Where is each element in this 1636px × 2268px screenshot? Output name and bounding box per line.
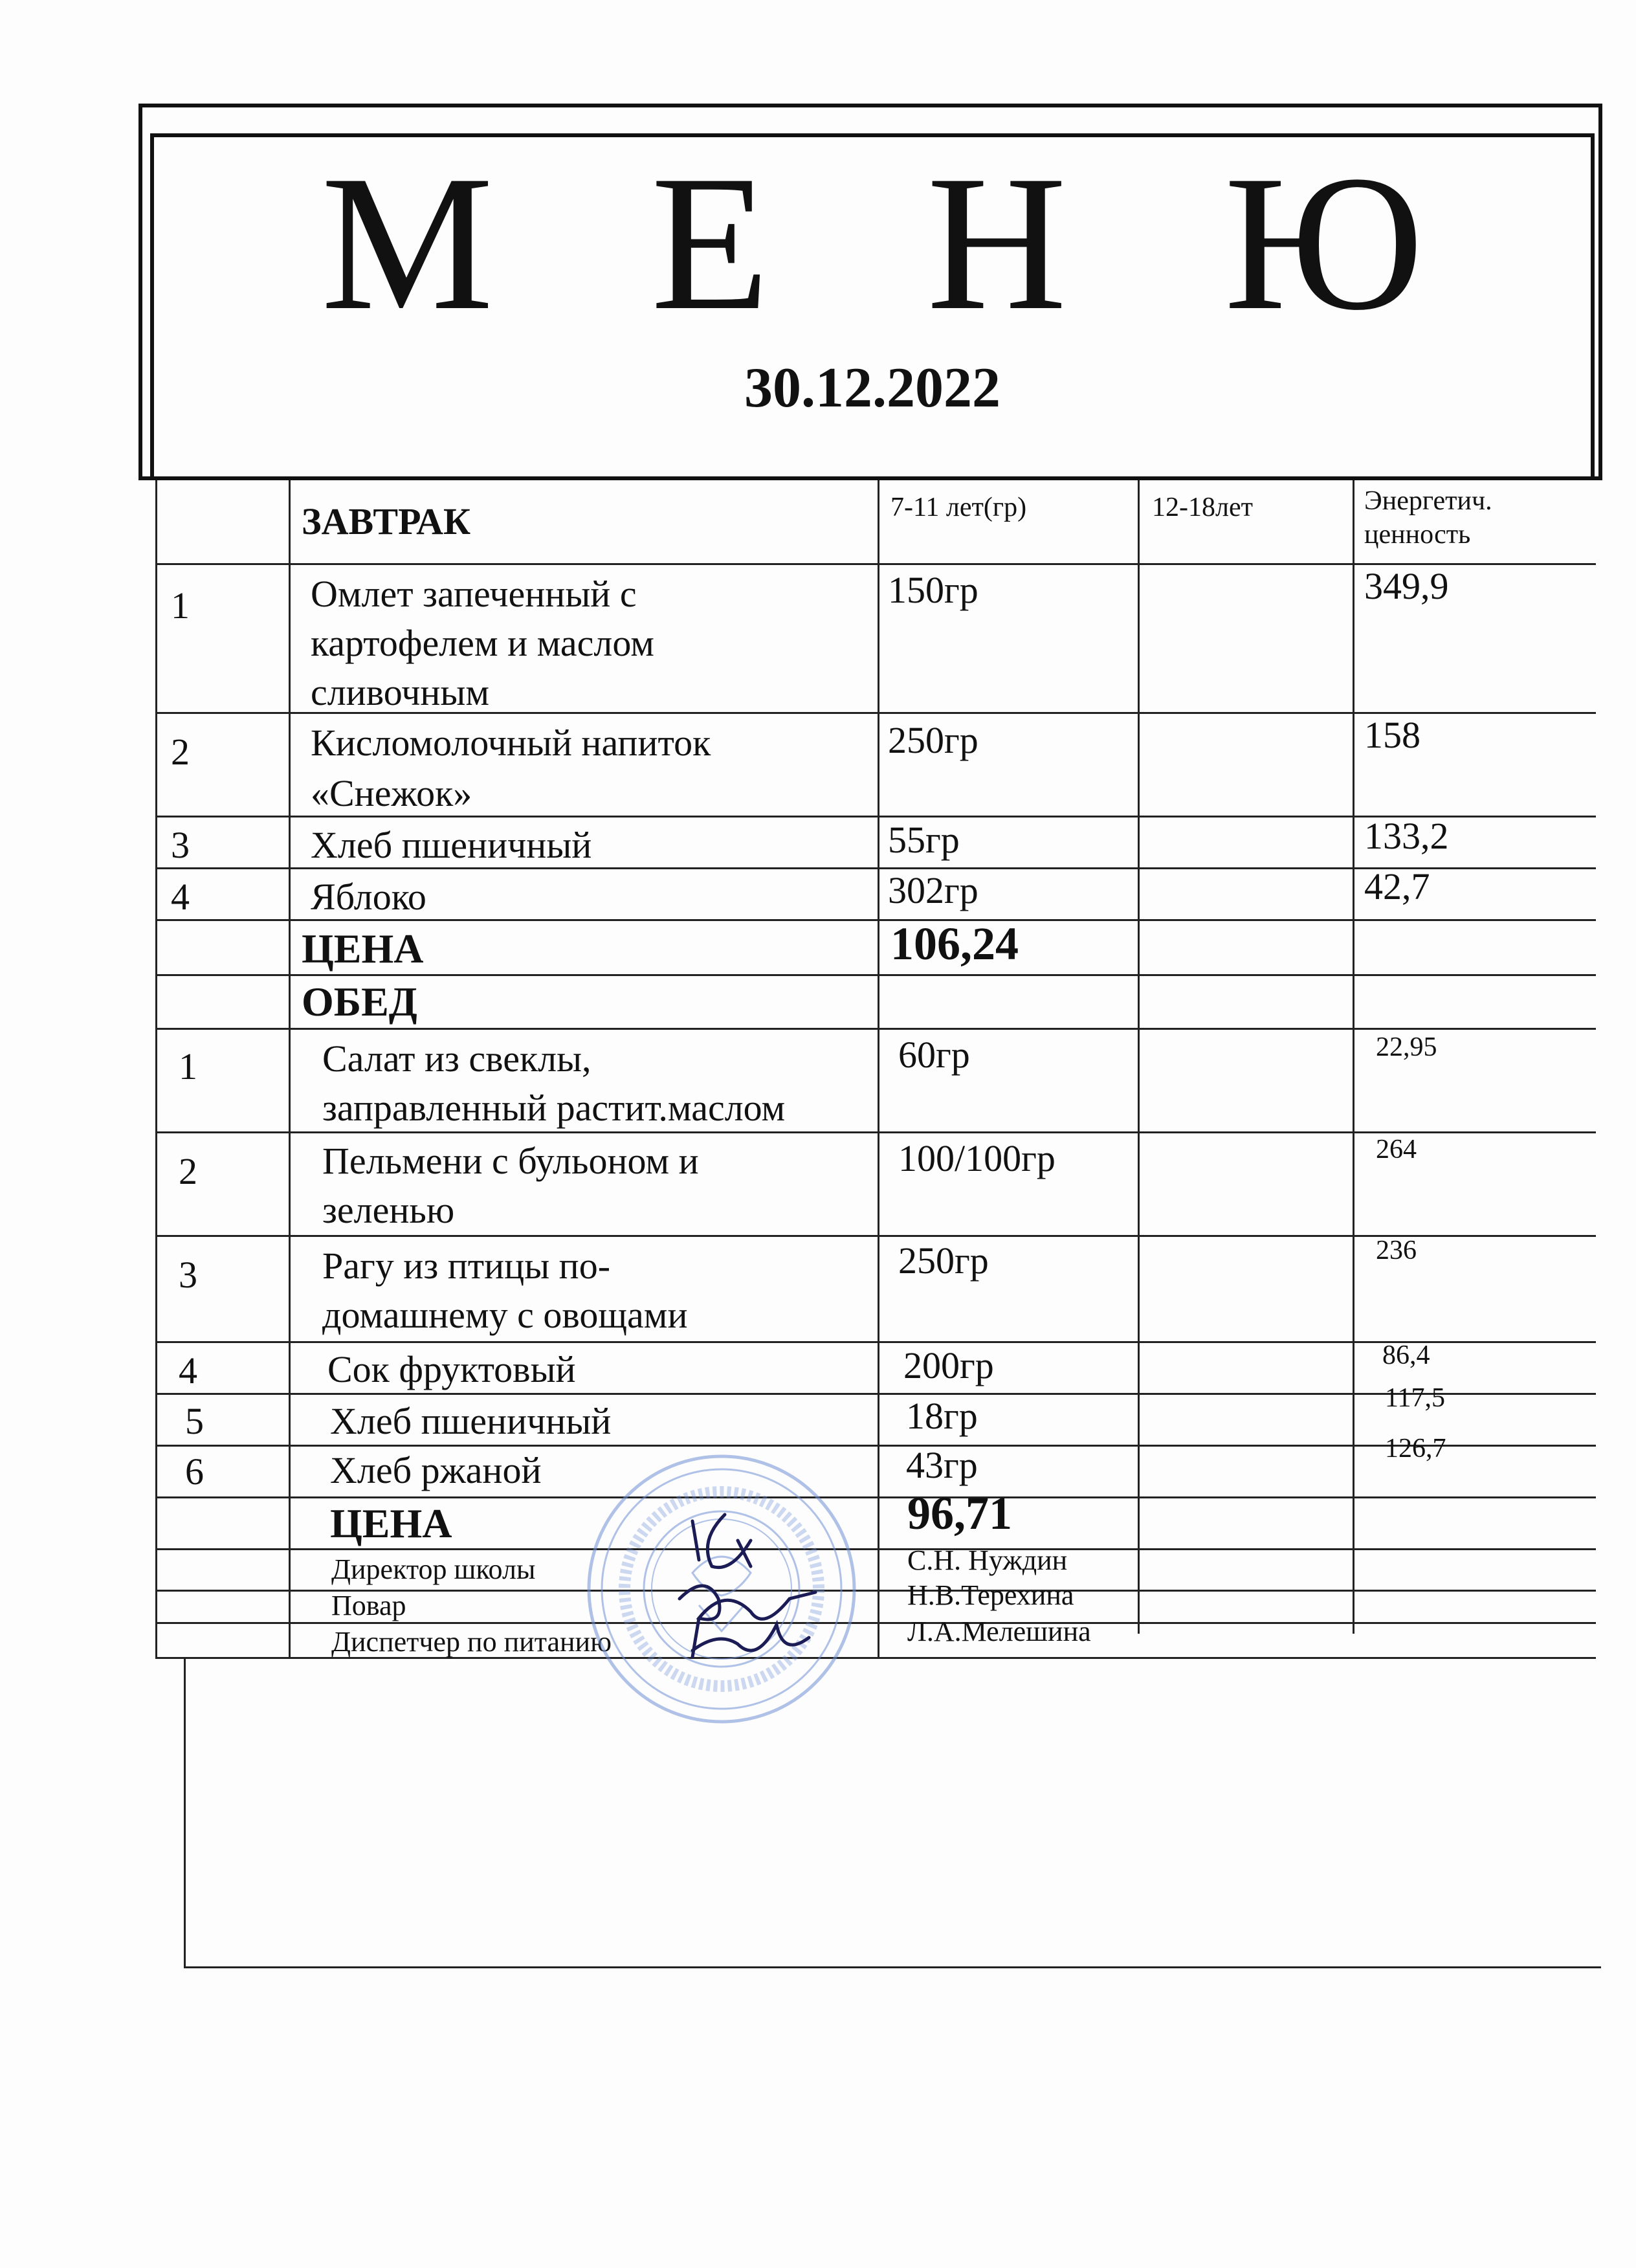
dish-energy: 349,9 [1364,565,1449,607]
table-row-divider [155,1028,1596,1030]
menu-date: 30.12.2022 [744,357,1000,419]
dish-energy: 22,95 [1376,1032,1437,1062]
dish-portion: 150гр [888,569,978,611]
table-col-divider [289,480,291,1658]
dish-portion: 60гр [898,1034,970,1076]
dish-name: зеленью [322,1189,455,1231]
dish-name: «Снежок» [311,772,472,814]
dish-name: сливочным [311,671,490,713]
dish-energy: 236 [1376,1236,1417,1265]
row-number: 3 [171,824,190,866]
dish-name: Рагу из птицы по- [322,1245,611,1287]
section-header-breakfast: ЗАВТРАК [302,500,471,542]
dish-portion: 100/100гр [898,1137,1056,1179]
dish-name: Сок фруктовый [327,1348,576,1390]
dish-energy: 42,7 [1364,865,1430,907]
row-number: 4 [171,876,190,918]
table-row-divider [155,1393,1596,1395]
row-number: 3 [179,1254,197,1296]
column-header-age-12-18: 12-18лет [1152,493,1253,522]
table-row-divider [155,1445,1596,1447]
signature-name-dispatcher: Л.А.Мелешина [907,1616,1091,1647]
dish-portion: 200гр [903,1344,994,1386]
dish-name: Хлеб пшеничный [330,1400,612,1442]
section-header-lunch: ОБЕД [302,979,417,1025]
signature-name-director: С.Н. Нуждин [907,1544,1068,1576]
dish-energy: 264 [1376,1135,1417,1164]
signature-role-cook: Повар [331,1590,406,1621]
breakfast-price-label: ЦЕНА [302,926,424,972]
dish-name: Омлет запеченный с [311,573,637,615]
table-col-divider [1353,480,1354,1634]
signature-name-cook: Н.В.Терехина [907,1579,1074,1611]
dish-portion: 250гр [888,719,978,761]
dish-portion: 302гр [888,869,978,911]
dish-portion: 43гр [906,1444,978,1486]
table-row-divider [155,1496,1596,1498]
dish-name: Салат из свеклы, [322,1038,591,1080]
lunch-price-value: 96,71 [907,1487,1012,1539]
table-col-divider [1138,480,1140,1634]
lunch-price-label: ЦЕНА [330,1500,452,1546]
dish-portion: 18гр [906,1395,978,1437]
column-header-age-7-11: 7-11 лет(гр) [890,493,1027,522]
dish-name: Яблоко [311,876,426,918]
dish-portion: 250гр [898,1240,989,1282]
table-col-divider [878,480,879,1658]
dish-name: Хлеб пшеничный [311,824,592,866]
dish-energy: 86,4 [1382,1340,1430,1370]
dish-name: Хлеб ржаной [330,1449,542,1491]
row-number: 2 [171,731,190,773]
table-border-left [155,480,157,1658]
row-number: 2 [179,1150,197,1192]
dish-portion: 55гр [888,819,960,861]
dish-energy: 117,5 [1385,1383,1445,1413]
dish-energy: 133,2 [1364,815,1449,857]
table-row-divider [155,974,1596,976]
table-row-divider [155,1341,1596,1343]
table-row-divider [155,1548,1596,1550]
column-header-energy: Энергетич. [1364,486,1492,516]
table-row-divider [155,1622,1596,1624]
signature-role-director: Директор школы [331,1553,536,1585]
row-number: 5 [185,1400,204,1442]
dish-name: Кисломолочный напиток [311,722,711,764]
breakfast-price-value: 106,24 [890,918,1019,970]
column-header-energy: ценность [1364,520,1471,550]
row-number: 6 [185,1451,204,1493]
dish-name: Пельмени с бульоном и [322,1140,699,1182]
row-number: 1 [171,584,190,627]
handwritten-signature [667,1502,835,1696]
row-number: 1 [179,1045,197,1087]
dish-name: заправленный растит.маслом [322,1087,786,1129]
bottom-frame-left [184,1658,186,1968]
dish-energy: 126,7 [1385,1434,1446,1463]
dish-name: картофелем и маслом [311,622,654,664]
page-title: М Е Н Ю [321,135,1478,350]
dish-name: домашнему с овощами [322,1294,688,1336]
row-number: 4 [179,1350,197,1392]
signature-role-dispatcher: Диспетчер по питанию [331,1626,612,1658]
dish-energy: 158 [1364,714,1420,756]
bottom-frame-line [184,1966,1601,1968]
